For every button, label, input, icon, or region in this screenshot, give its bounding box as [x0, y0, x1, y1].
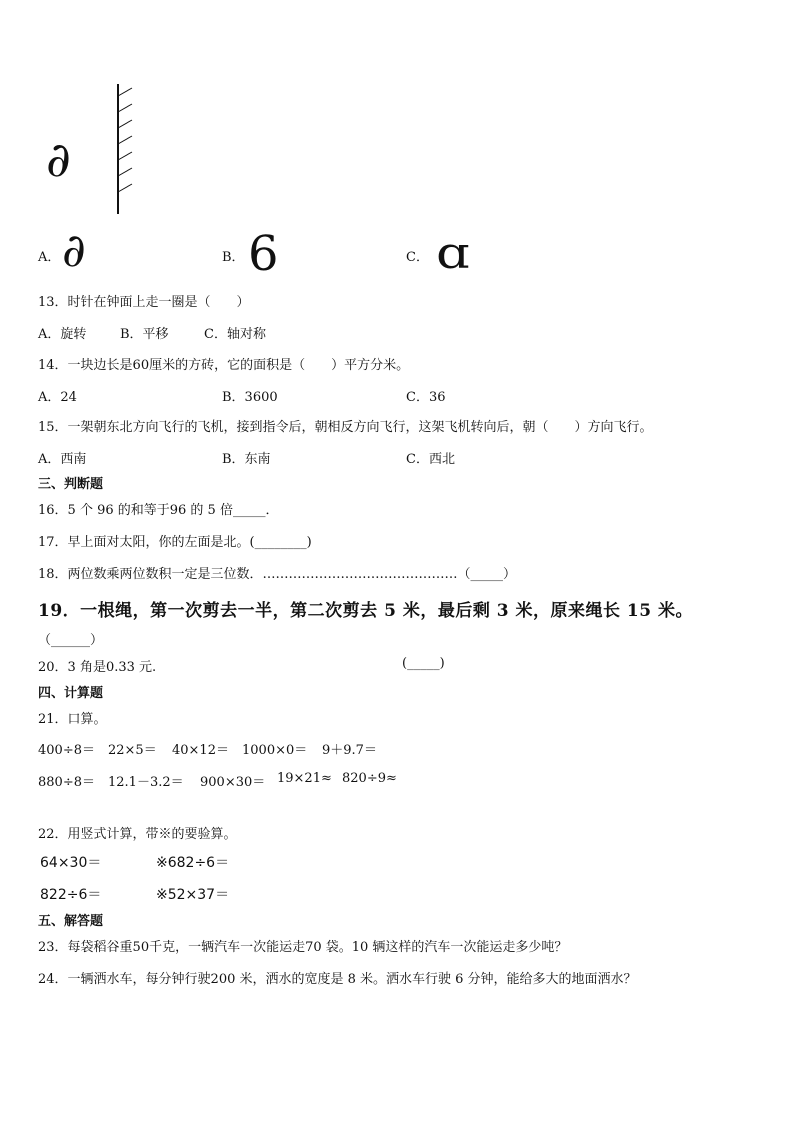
question-19: 19．一根绳，第一次剪去一半，第二次剪去 5 米，最后剩 3 米，原来绳长 15 米。	[38, 601, 693, 621]
question-19-blank: （______）	[38, 633, 104, 648]
question-17: 17．早上面对太阳，你的左面是北。(________)	[38, 535, 312, 550]
q14-option-a: A．24	[38, 390, 77, 405]
oral-calc-item: 1000×0＝	[242, 743, 308, 758]
option-a-label: A．	[38, 250, 61, 265]
question-18: 18．两位数乘两位数积一定是三位数．………………………………………（_____）	[38, 567, 517, 582]
vertical-calc-item: ※52×37＝	[156, 887, 230, 903]
q13-option-c: C．轴对称	[204, 327, 266, 342]
oral-calc-item: 40×12＝	[172, 743, 229, 758]
section-5-heading: 五、解答题	[38, 914, 104, 929]
q15-option-b: B．东南	[222, 452, 271, 467]
vertical-calc-item: 822÷6＝	[40, 887, 102, 903]
section-3-heading: 三、判断题	[38, 477, 104, 492]
oral-calc-item: 9＋9.7＝	[322, 743, 377, 758]
question-22: 22．用竖式计算，带※的要验算。	[38, 827, 237, 842]
q13-option-b: B．平移	[120, 327, 169, 342]
oral-calc-item: 12.1－3.2＝	[108, 775, 184, 790]
oral-calc-item: 880÷8＝	[38, 775, 95, 790]
q14-option-c: C．36	[406, 390, 446, 405]
question-20: 20．3 角是0.33 元.	[38, 660, 157, 675]
oral-calc-item: 820÷9≈	[342, 771, 397, 786]
q13-option-a: A．旋转	[38, 327, 87, 342]
question-23: 23．每袋稻谷重50千克，一辆汽车一次能运走70 袋。10 辆这样的汽车一次能运走多少吨？	[38, 940, 568, 955]
section-4-heading: 四、计算题	[38, 686, 104, 701]
figure-glyph: ∂	[46, 132, 71, 188]
oral-calc-item: 400÷8＝	[38, 743, 95, 758]
option-c-glyph: ɑ	[436, 228, 470, 279]
q14-option-b: B．3600	[222, 390, 278, 405]
option-a-glyph: ∂	[62, 223, 86, 277]
mirror-figure	[108, 82, 138, 217]
question-24: 24．一辆洒水车，每分钟行驶200 米，洒水的宽度是 8 米。洒水车行驶 6 分钟，能给多大的地面洒水？	[38, 972, 637, 987]
oral-calc-item: 22×5＝	[108, 743, 157, 758]
option-b-label: B．	[222, 250, 245, 265]
q15-option-c: C．西北	[406, 452, 455, 467]
oral-calc-item: 900×30＝	[200, 775, 266, 790]
q15-option-a: A．西南	[38, 452, 87, 467]
vertical-calc-item: ※682÷6＝	[156, 855, 230, 871]
question-16: 16．5 个 96 的和等于96 的 5 倍_____．	[38, 503, 279, 518]
question-13: 13．时针在钟面上走一圈是（ ）	[38, 295, 250, 310]
option-b-glyph: 6	[248, 226, 279, 282]
question-15: 15．一架朝东北方向飞行的飞机，接到指令后，朝相反方向飞行，这架飞机转向后，朝（ ）方向飞行。	[38, 420, 653, 435]
option-c-label: C．	[406, 250, 429, 265]
oral-calc-item: 19×21≈	[277, 771, 332, 786]
vertical-calc-item: 64×30＝	[40, 855, 102, 871]
question-21: 21．口算。	[38, 712, 107, 727]
question-14: 14．一块边长是60厘米的方砖，它的面积是（ ）平方分米。	[38, 358, 410, 373]
question-20-blank: (_____)	[402, 656, 445, 671]
